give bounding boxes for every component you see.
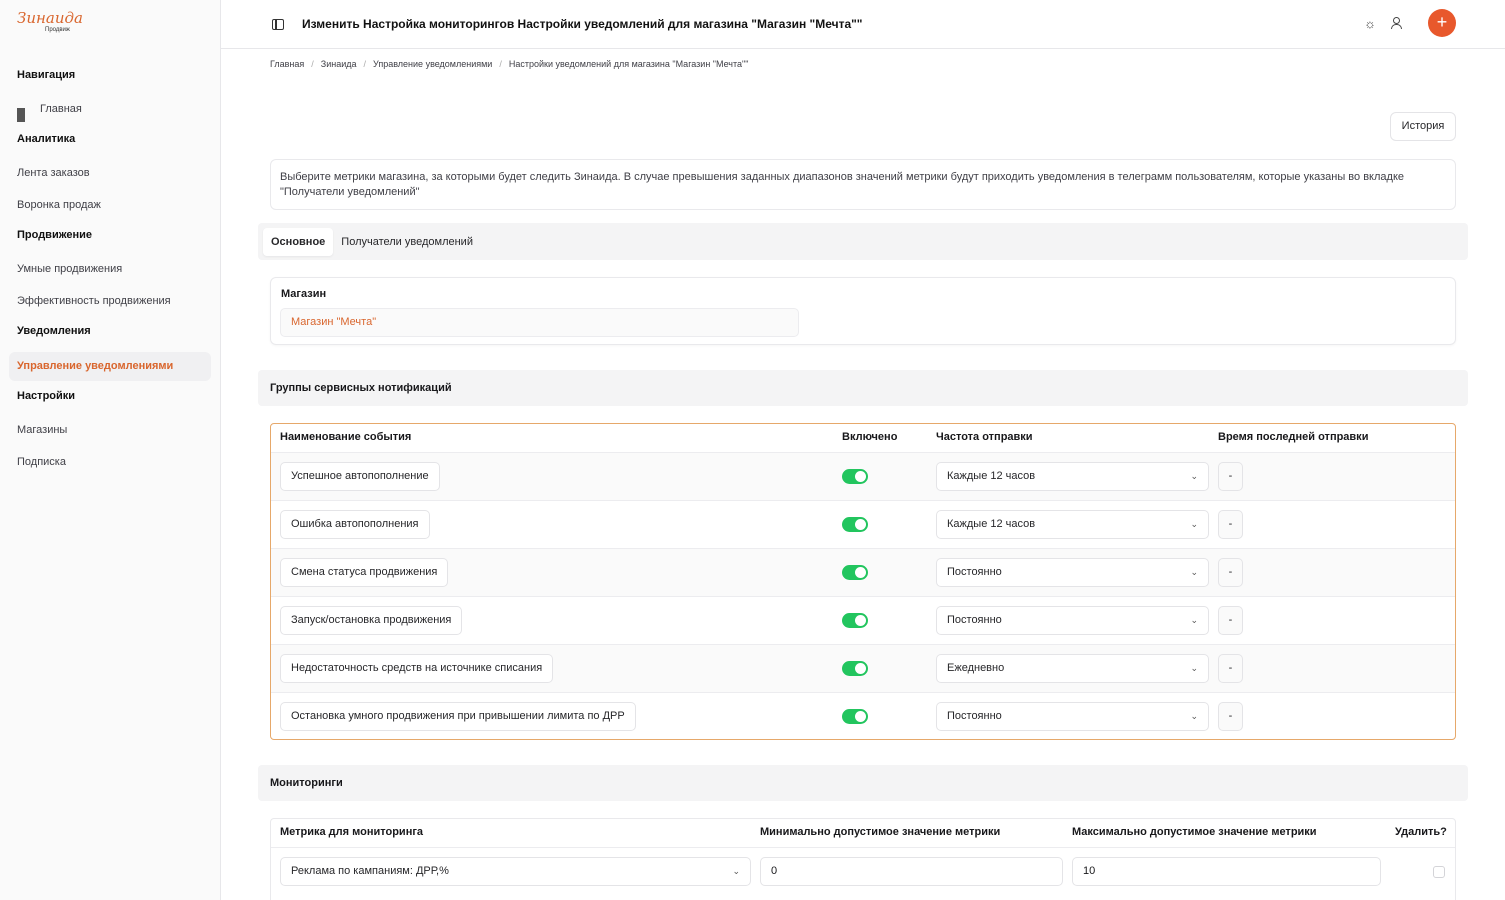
- sidebar-item-promotion-efficiency[interactable]: [9, 288, 211, 320]
- chevron-down-icon: ⌄: [732, 866, 740, 876]
- max-value-input[interactable]: 10: [1072, 857, 1381, 886]
- frequency-value: Каждые 12 часов: [947, 470, 1036, 482]
- table-row: [271, 644, 1455, 692]
- sidebar: [0, 0, 221, 900]
- frequency-select[interactable]: [936, 558, 1209, 587]
- chevron-down-icon: ⌄: [1190, 519, 1198, 529]
- column-header-delete: Удалить?: [1395, 826, 1447, 838]
- column-header-metric: Метрика для мониторинга: [280, 826, 424, 838]
- table-row: [271, 452, 1455, 500]
- enabled-toggle[interactable]: [842, 709, 868, 724]
- nav-group-notifications: Уведомления: [17, 325, 91, 337]
- breadcrumb-notification-management[interactable]: Управление уведомлениями: [373, 59, 493, 69]
- event-name: Успешное автопополнение: [280, 462, 440, 491]
- breadcrumb-current: Настройки уведомлений для магазина "Магазин "Мечта"": [508, 59, 749, 69]
- event-name: Недостаточность средств на источнике списания: [280, 654, 553, 683]
- enabled-toggle[interactable]: [842, 613, 868, 628]
- last-sent-value: -: [1218, 558, 1243, 587]
- monitorings-table-header: [271, 819, 1455, 847]
- logo-brand: Зинаида: [17, 9, 83, 27]
- breadcrumb-home[interactable]: Главная: [270, 59, 305, 69]
- event-name: Остановка умного продвижения при привышении лимита по ДРР: [280, 702, 636, 731]
- dashboard-icon: [17, 102, 31, 116]
- last-sent-value: -: [1218, 510, 1243, 539]
- chevron-down-icon: ⌄: [1190, 567, 1198, 577]
- table-row: [271, 548, 1455, 596]
- metric-value: Реклама по кампаниям: ДРР,%: [291, 865, 449, 877]
- sidebar-item-subscription[interactable]: [9, 449, 211, 481]
- frequency-value: Постоянно: [947, 614, 1002, 626]
- header-actions: [1364, 9, 1456, 37]
- history-button[interactable]: История: [1390, 112, 1456, 141]
- sidebar-toggle-icon[interactable]: [272, 19, 284, 30]
- last-sent-value: -: [1218, 654, 1243, 683]
- nav-group-analytics: Аналитика: [17, 133, 76, 145]
- column-header-event: Наименование события: [280, 431, 412, 443]
- sidebar-item-label: Воронка продаж: [17, 199, 101, 211]
- last-sent-value: -: [1218, 462, 1243, 491]
- frequency-value: Каждые 12 часов: [947, 518, 1036, 530]
- nav-group-navigation: Навигация: [17, 69, 76, 81]
- breadcrumb: [270, 59, 748, 69]
- sidebar-item-label: Подписка: [17, 456, 66, 468]
- sidebar-item-smart-promotions[interactable]: [9, 256, 211, 288]
- breadcrumb-separator: /: [311, 59, 314, 69]
- tab-recipients[interactable]: Получатели уведомлений: [341, 235, 473, 248]
- enabled-toggle[interactable]: [842, 661, 868, 676]
- frequency-select[interactable]: [936, 462, 1209, 491]
- sidebar-item-label: Эффективность продвижения: [17, 295, 171, 307]
- enabled-toggle[interactable]: [842, 469, 868, 484]
- add-button[interactable]: +: [1428, 9, 1456, 37]
- service-groups-title: Группы сервисных нотификаций: [258, 370, 1468, 406]
- top-header: [221, 0, 1505, 49]
- nav-group-settings: Настройки: [17, 390, 76, 402]
- sidebar-item-label: Лента заказов: [17, 167, 90, 179]
- table-row: [271, 596, 1455, 644]
- main-content: [221, 49, 1505, 900]
- table-row: [271, 847, 1455, 895]
- logo-sub: Продвиж: [45, 27, 70, 33]
- logo[interactable]: [0, 0, 220, 48]
- last-sent-value: -: [1218, 702, 1243, 731]
- sidebar-item-label: Умные продвижения: [17, 263, 123, 275]
- column-header-last-sent: Время последней отправки: [1218, 431, 1369, 443]
- frequency-select[interactable]: [936, 702, 1209, 731]
- enabled-toggle[interactable]: [842, 517, 868, 532]
- store-card: [270, 277, 1456, 345]
- nav-group-promotion: Продвижение: [17, 229, 93, 241]
- chevron-down-icon: ⌄: [1190, 471, 1198, 481]
- sidebar-item-sales-funnel[interactable]: [9, 192, 211, 224]
- delete-checkbox[interactable]: [1433, 866, 1445, 878]
- tab-main[interactable]: Основное: [263, 228, 333, 256]
- sidebar-item-label: Управление уведомлениями: [17, 360, 174, 372]
- column-header-max: Максимально допустимое значение метрики: [1072, 826, 1317, 838]
- frequency-value: Ежедневно: [947, 662, 1005, 674]
- user-icon[interactable]: [1390, 17, 1402, 29]
- store-label: Магазин: [281, 288, 327, 300]
- chevron-down-icon: ⌄: [1190, 663, 1198, 673]
- sidebar-item-home[interactable]: [9, 96, 211, 128]
- column-header-min: Минимально допустимое значение метрики: [760, 826, 1001, 838]
- sidebar-nav: [0, 48, 220, 481]
- tabs: [258, 223, 1468, 260]
- sidebar-item-stores[interactable]: [9, 417, 211, 449]
- frequency-value: Постоянно: [947, 710, 1002, 722]
- store-field[interactable]: Магазин "Мечта": [280, 308, 799, 337]
- sidebar-item-label: Главная: [40, 103, 82, 115]
- events-table-header: [271, 424, 1455, 452]
- metric-select[interactable]: [280, 857, 751, 886]
- table-row: [271, 500, 1455, 548]
- column-header-enabled: Включено: [842, 431, 898, 443]
- min-value-input[interactable]: 0: [760, 857, 1063, 886]
- theme-toggle-icon[interactable]: ☼: [1364, 15, 1376, 31]
- events-table-body: [271, 452, 1455, 740]
- monitorings-title: Мониторинги: [258, 765, 1468, 801]
- column-header-frequency: Частота отправки: [936, 431, 1033, 443]
- info-message: Выберите метрики магазина, за которыми будет следить Зинаида. В случае превышения заданных диапазонов значений метрики будут приходить уведомления в телеграмм пользователям, которые указаны во вкладке "Получатели уведомлений": [270, 159, 1456, 210]
- event-name: Запуск/остановка продвижения: [280, 606, 462, 635]
- sidebar-item-notification-management[interactable]: [9, 352, 211, 381]
- events-table: [270, 423, 1456, 740]
- table-row: [271, 692, 1455, 740]
- sidebar-item-orders-feed[interactable]: [9, 160, 211, 192]
- frequency-select[interactable]: [936, 606, 1209, 635]
- breadcrumb-zinaida[interactable]: Зинаида: [320, 59, 357, 69]
- breadcrumb-separator: /: [363, 59, 367, 69]
- chevron-down-icon: ⌄: [1190, 615, 1198, 625]
- event-name: Смена статуса продвижения: [280, 558, 448, 587]
- last-sent-value: -: [1218, 606, 1243, 635]
- breadcrumb-separator: /: [499, 59, 502, 69]
- monitorings-table: [270, 818, 1456, 900]
- enabled-toggle[interactable]: [842, 565, 868, 580]
- sidebar-item-label: Магазины: [17, 424, 68, 436]
- event-name: Ошибка автопополнения: [280, 510, 430, 539]
- frequency-select[interactable]: [936, 654, 1209, 683]
- page-title: Изменить Настройка мониторингов Настройки уведомлений для магазина "Магазин "Мечта"": [302, 17, 863, 31]
- frequency-select[interactable]: [936, 510, 1209, 539]
- frequency-value: Постоянно: [947, 566, 1002, 578]
- chevron-down-icon: ⌄: [1190, 711, 1198, 721]
